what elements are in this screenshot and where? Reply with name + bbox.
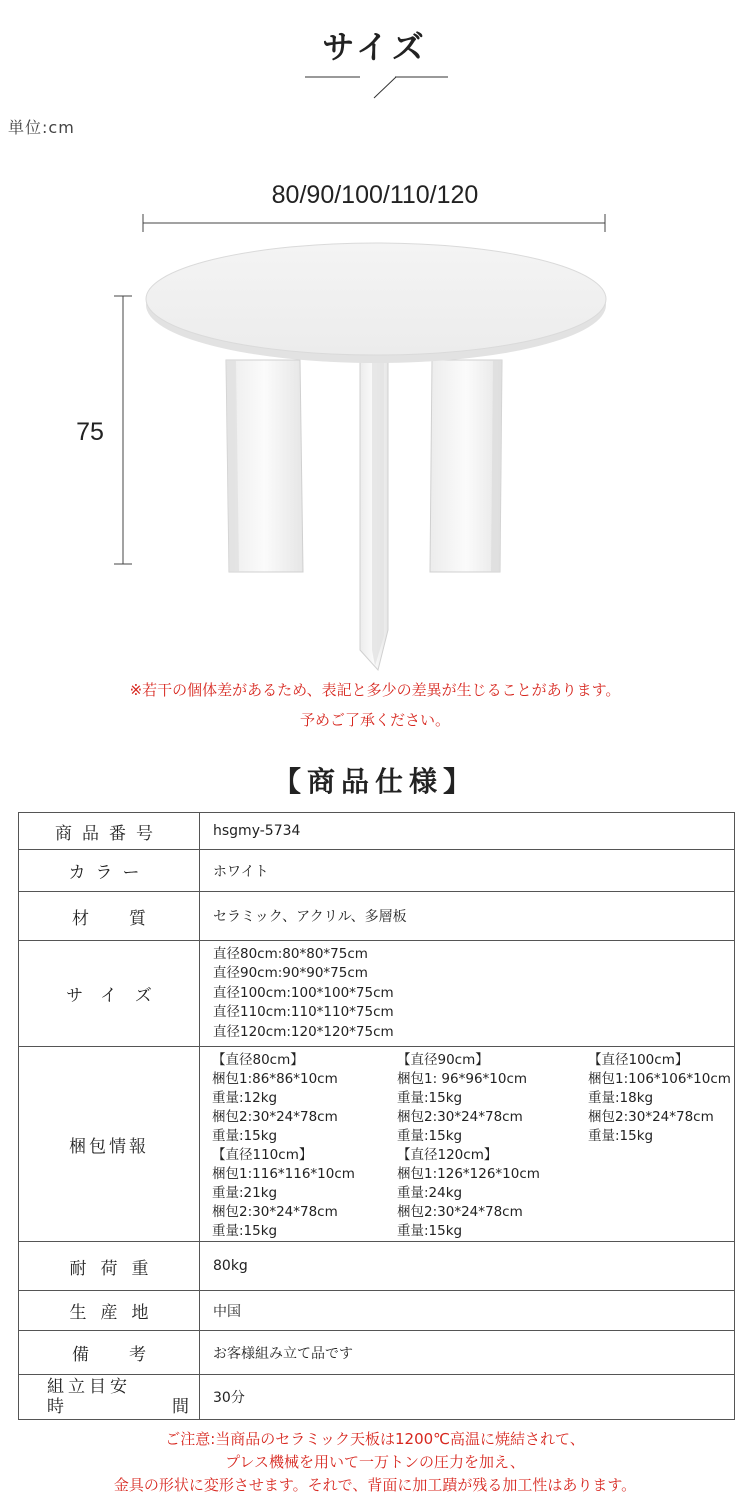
packing-line: 梱包2:30*24*78cm: [588, 1108, 714, 1125]
size-line: 直径100cm:100*100*75cm: [213, 984, 394, 1001]
packing-line: 重量:15kg: [397, 1222, 463, 1239]
size-value: [200, 941, 735, 1047]
packing-line: 梱包1:106*106*10cm: [588, 1070, 731, 1087]
assembly-label-char: 時: [47, 1397, 64, 1417]
packing-line: 【直径110cm】: [212, 1146, 313, 1163]
size-label: サイズ: [19, 941, 200, 1047]
packing-line: 重量:21kg: [212, 1184, 278, 1201]
packing-block-80: [212, 1051, 338, 1146]
height-dimension-label: 75: [76, 418, 104, 446]
table-row: [19, 1291, 735, 1331]
packing-line: 重量:24kg: [397, 1184, 463, 1201]
packing-line: 梱包1: 96*96*10cm: [397, 1070, 528, 1087]
color-value: ホワイト: [200, 850, 735, 892]
footer-note-line-2: プレス機械を用いて一万トンの圧力を加え、: [225, 1453, 525, 1471]
assembly-label: [19, 1375, 200, 1420]
table-row: [19, 1242, 735, 1291]
assembly-label-line-1: 組立目安: [47, 1377, 131, 1397]
packing-line: 重量:12kg: [212, 1089, 278, 1106]
product-number-value: hsgmy-5734: [200, 813, 735, 850]
packing-line: 重量:15kg: [588, 1127, 654, 1144]
assembly-label-char: 間: [172, 1397, 189, 1417]
color-label: カラー: [19, 850, 200, 892]
width-dimension-label: 80/90/100/110/120: [271, 181, 479, 209]
table-row: [19, 892, 735, 941]
packing-line: 【直径80cm】: [212, 1051, 304, 1068]
packing-value: [200, 1047, 735, 1242]
material-value: セラミック、アクリル、多層板: [200, 892, 735, 941]
packing-block-110: [212, 1146, 355, 1241]
packing-line: 梱包1:86*86*10cm: [212, 1070, 338, 1087]
packing-block-120: [397, 1146, 540, 1241]
disclaimer-line-1: ※若干の個体差があるため、表記と多少の差異が生じることがあります。: [129, 681, 621, 699]
origin-label: 生産地: [19, 1291, 200, 1331]
height-dimension-line: [114, 296, 132, 564]
packing-line: 重量:15kg: [212, 1222, 278, 1239]
packing-block-100: [588, 1051, 731, 1146]
packing-line: 【直径90cm】: [397, 1051, 489, 1068]
packing-line: 【直径120cm】: [397, 1146, 498, 1163]
packing-block-90: [397, 1051, 527, 1146]
packing-grid: [200, 1048, 734, 1241]
unit-label: 単位:cm: [8, 118, 75, 137]
table-row: [19, 813, 735, 850]
remarks-label: 備考: [19, 1331, 200, 1375]
packing-line: 重量:15kg: [212, 1127, 278, 1144]
product-number-label: 商品番号: [19, 813, 200, 850]
packing-line: 重量:18kg: [588, 1089, 654, 1106]
packing-line: 梱包2:30*24*78cm: [212, 1108, 338, 1125]
remarks-value: お客様組み立て品です: [200, 1331, 735, 1375]
packing-line: 【直径100cm】: [588, 1051, 689, 1068]
footer-note-line-1: ご注意:当商品のセラミック天板は1200℃高温に焼結されて、: [165, 1430, 585, 1448]
width-dimension-line: [143, 214, 605, 232]
packing-line: 梱包2:30*24*78cm: [212, 1203, 338, 1220]
packing-line: 梱包2:30*24*78cm: [397, 1108, 523, 1125]
table-row: [19, 941, 735, 1047]
load-value: 80kg: [200, 1242, 735, 1291]
packing-label: 梱包情報: [19, 1047, 200, 1242]
footer-note-line-3: 金具の形状に変形させます。それで、背面に加工蹟が残る加工性はあります。: [113, 1476, 637, 1494]
packing-line: 梱包1:126*126*10cm: [397, 1165, 540, 1182]
table-row: [19, 1375, 735, 1420]
title-underline-decoration: [300, 68, 450, 100]
table-illustration: [0, 200, 750, 680]
spec-table: [18, 812, 735, 1420]
section-title: サイズ: [322, 28, 428, 66]
packing-line: 梱包2:30*24*78cm: [397, 1203, 523, 1220]
material-label: 材質: [19, 892, 200, 941]
size-line: 直径110cm:110*110*75cm: [213, 1004, 394, 1021]
assembly-label-line-2: [19, 1397, 199, 1417]
origin-value: 中国: [200, 1291, 735, 1331]
load-label: 耐荷重: [19, 1242, 200, 1291]
table-row: [19, 1331, 735, 1375]
spec-heading: 【商品仕様】: [272, 765, 477, 798]
table-row: [19, 850, 735, 892]
table-row: [19, 1047, 735, 1242]
size-line: 直径90cm:90*90*75cm: [213, 965, 368, 982]
size-line: 直径80cm:80*80*75cm: [213, 945, 368, 962]
packing-line: 梱包1:116*116*10cm: [212, 1165, 355, 1182]
packing-line: 重量:15kg: [397, 1127, 463, 1144]
size-line: 直径120cm:120*120*75cm: [213, 1023, 394, 1040]
disclaimer-line-2: 予めご了承ください。: [299, 711, 450, 729]
packing-line: 重量:15kg: [397, 1089, 463, 1106]
assembly-value: 30分: [200, 1375, 735, 1420]
